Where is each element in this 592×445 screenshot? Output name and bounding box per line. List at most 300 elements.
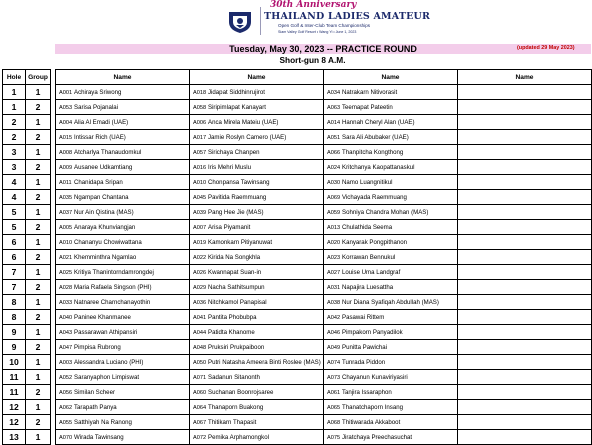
player-code: A066 [327,149,341,156]
player-cell [190,130,324,145]
player-name: Natrakarn Nitivorasit [342,88,398,96]
player-name: Maria Rafaela Singson (PHI) [74,283,152,291]
player-code: A073 [327,374,341,381]
player-code: A064 [193,404,207,411]
player-name: Pimpakorn Panyadilok [342,328,403,336]
player-cell [458,280,592,295]
player-cell [324,385,458,400]
player-code: A015 [59,134,73,141]
player-cell [56,280,190,295]
hole-group-row [3,415,51,430]
player-name: Tanjira Issaraphon [342,388,392,396]
player-name: Passarawan Athipansiri [74,328,138,336]
player-name: Jiratchaya Preechasuchat [342,433,413,441]
pairing-row [56,325,592,340]
player-cell [56,430,190,445]
player-cell [458,250,592,265]
player-code: A055 [59,419,73,426]
pairing-row [56,400,592,415]
player-code: A010 [193,179,207,186]
group-cell: 1 [26,400,51,415]
player-code: A005 [59,224,73,231]
player-name: Alessandra Luciano (PHI) [74,358,144,366]
player-cell [56,145,190,160]
player-cell [324,250,458,265]
player-cell [56,325,190,340]
player-code: A019 [193,239,207,246]
player-cell [56,235,190,250]
player-code: A020 [327,239,341,246]
event-venue: Siam Valley Golf Resort • Wang Yi • June 1, 2023 [278,30,357,34]
player-cell [190,100,324,115]
player-name: Kritchanya Kaopattanaskul [342,163,415,171]
player-cell [458,235,592,250]
pairing-row [56,280,592,295]
player-name: Pruksiri Prukpaiboon [208,343,265,351]
pairing-row [56,130,592,145]
player-name: Thitiwarada Akkaboot [342,418,401,426]
player-cell [190,370,324,385]
pairing-row [56,250,592,265]
player-cell [56,385,190,400]
pairing-row [56,385,592,400]
player-code: A030 [327,179,341,186]
name-column-header: Name [324,70,458,85]
player-cell [324,175,458,190]
player-code: A016 [193,164,207,171]
player-cell [458,175,592,190]
player-cell [190,265,324,280]
player-cell [458,145,592,160]
player-name: Jamie Roslyn Camero (UAE) [208,133,287,141]
player-name: Nur Ain Qistina (MAS) [74,208,134,216]
player-code: A072 [193,434,207,441]
player-code: A045 [193,194,207,201]
player-code: A046 [327,329,341,336]
player-code: A011 [59,179,72,186]
player-cell [324,130,458,145]
player-code: A023 [327,254,341,261]
player-code: A035 [59,194,73,201]
player-cell [458,370,592,385]
hole-group-row [3,325,51,340]
hole-cell: 12 [3,400,26,415]
player-name: Thanatchaporn Insang [342,403,403,411]
start-time-subtitle: Short-gun 8 A.M. [279,55,346,65]
group-cell: 2 [26,160,51,175]
player-code: A024 [327,164,341,171]
group-cell: 2 [26,190,51,205]
player-name: Chonpansa Tawinsang [208,178,270,186]
hole-cell: 10 [3,355,26,370]
hole-cell: 13 [3,430,26,445]
hole-group-row [3,310,51,325]
player-code: A039 [193,209,207,216]
hole-group-row [3,385,51,400]
player-name: Anca Mirela Mateiu (UAE) [208,118,279,126]
player-name: Korrawan Bennukul [342,253,396,261]
hole-cell: 2 [3,130,26,145]
player-cell [56,100,190,115]
player-name: Kamonkarn Pitiyanuwat [208,238,273,246]
updated-note: (updated 29 May 2023) [517,45,575,51]
pairing-row [56,205,592,220]
hole-group-row [3,115,51,130]
event-subtitle: Open Golf & Inter-Club Team Championships [278,23,371,28]
player-cell [190,235,324,250]
player-code: A033 [59,299,73,306]
player-name: Sara Ali Abubaker (UAE) [342,133,409,141]
player-name: Pavitida Raemmuang [208,193,267,201]
hole-cell: 11 [3,385,26,400]
player-code: A004 [59,119,73,126]
pairing-row [56,190,592,205]
player-cell [324,190,458,205]
player-cell [56,310,190,325]
group-cell: 1 [26,355,51,370]
player-cell [190,325,324,340]
player-cell [190,205,324,220]
player-name: Ngampan Chantana [74,193,129,201]
player-cell [190,160,324,175]
player-cell [458,355,592,370]
group-cell: 1 [26,235,51,250]
player-code: A018 [193,89,207,96]
player-name: Pimpisa Rubrong [74,343,121,351]
player-name: Kanyarak Pongpithanon [342,238,408,246]
hole-cell: 6 [3,235,26,250]
title-bar [55,44,591,54]
pairing-row [56,145,592,160]
player-cell [190,355,324,370]
player-name: Pantita Phobubpa [208,313,257,321]
player-name: Sohniya Chandra Mohan (MAS) [342,208,429,216]
event-title: THAILAND LADIES AMATEUR [264,11,431,22]
player-code: A017 [193,134,207,141]
player-cell [458,265,592,280]
player-cell [190,250,324,265]
player-name: Thanpitcha Kongthong [342,148,404,156]
pairing-row [56,160,592,175]
player-cell [56,205,190,220]
player-code: A042 [327,314,341,321]
player-cell [458,220,592,235]
player-name: Anaraya Khunviangjan [74,223,136,231]
player-cell [458,130,592,145]
player-code: A063 [327,104,341,111]
hole-group-header-row [3,70,51,85]
player-cell [458,190,592,205]
hole-cell: 6 [3,250,26,265]
player-code: A061 [327,389,341,396]
hole-cell: 5 [3,205,26,220]
player-cell [56,370,190,385]
player-name: Satthiyah Na Ranong [74,418,132,426]
player-name: Nitchkamol Panapisal [208,298,267,306]
pairing-row [56,175,592,190]
player-cell [190,115,324,130]
player-cell [458,160,592,175]
player-cell [56,265,190,280]
player-name: Arisa Piyamanit [208,223,251,231]
player-code: A075 [327,434,341,441]
player-code: A006 [193,119,207,126]
player-code: A014 [327,119,341,126]
player-cell [324,100,458,115]
player-code: A067 [193,419,207,426]
player-name: Atcharlya Thanaudomkul [74,148,142,156]
pairing-row [56,265,592,280]
logo-divider [260,7,261,35]
group-cell: 1 [26,205,51,220]
player-cell [458,340,592,355]
player-code: A043 [59,329,73,336]
player-code: A025 [59,269,73,276]
player-cell [190,310,324,325]
hole-group-table [2,69,51,445]
group-cell: 2 [26,310,51,325]
player-code: A010 [59,239,73,246]
player-name: Alia Al Emadi (UAE) [74,118,129,126]
pairing-row [56,340,592,355]
hole-cell: 8 [3,310,26,325]
player-name: Pasawai Rittem [342,313,385,321]
group-cell: 1 [26,295,51,310]
player-cell [324,370,458,385]
hole-group-row [3,295,51,310]
player-cell [324,430,458,445]
player-code: A056 [59,389,73,396]
player-code: A029 [193,284,207,291]
player-name: Kritiya Thanintorndamrongdej [74,268,154,276]
player-cell [190,175,324,190]
hole-cell: 4 [3,175,26,190]
hole-group-row [3,145,51,160]
player-code: A068 [327,419,341,426]
player-code: A028 [59,284,73,291]
player-name: Namo Luangnitikul [342,178,393,186]
player-cell [56,355,190,370]
player-code: A007 [193,224,207,231]
player-name: Paninee Khanmanee [74,313,131,321]
player-name: Saranyaphon Limpiswat [74,373,140,381]
player-code: A001 [59,89,73,96]
hole-cell: 1 [3,85,26,100]
player-name: Siripimlapat Kanayart [208,103,266,111]
player-cell [56,190,190,205]
player-name: Thanaporn Buakong [208,403,264,411]
hole-group-row [3,280,51,295]
player-cell [56,175,190,190]
player-name: Nur Diana Syafiqah Abdullah (MAS) [342,298,439,306]
hole-cell: 9 [3,325,26,340]
player-name: Kwannapat Suan-in [208,268,262,276]
player-name: Khemminthra Ngamlao [74,253,137,261]
pairing-row [56,85,592,100]
player-code: A008 [59,149,73,156]
group-cell: 1 [26,370,51,385]
player-code: A027 [327,269,341,276]
hole-cell: 5 [3,220,26,235]
player-cell [458,85,592,100]
group-column-header: Group [26,70,51,85]
player-cell [56,295,190,310]
hole-group-row [3,85,51,100]
group-cell: 2 [26,130,51,145]
group-cell: 1 [26,430,51,445]
player-name: Chulathida Seema [342,223,393,231]
pairing-row [56,355,592,370]
player-cell [458,295,592,310]
player-code: A034 [327,89,341,96]
player-name: Achiraya Sriwong [74,88,122,96]
player-code: A048 [193,344,207,351]
player-cell [458,115,592,130]
hole-cell: 1 [3,100,26,115]
player-cell [190,415,324,430]
player-cell [56,85,190,100]
event-header [0,0,591,42]
pairing-row [56,370,592,385]
player-code: A036 [193,299,207,306]
pairings-table [55,69,592,445]
player-cell [324,280,458,295]
player-code: A040 [59,314,73,321]
player-name: Punitta Pawichai [342,343,388,351]
hole-cell: 3 [3,160,26,175]
player-code: A052 [59,374,73,381]
hole-group-row [3,430,51,445]
player-code: A037 [59,209,73,216]
player-cell [190,400,324,415]
group-cell: 1 [26,175,51,190]
group-cell: 1 [26,145,51,160]
player-cell [458,205,592,220]
player-name: Chanidapa Sripan [74,178,123,186]
player-name: Jidapat Siddhinrujirot [208,88,265,96]
player-code: A053 [59,104,73,111]
player-code: A026 [193,269,207,276]
hole-cell: 7 [3,265,26,280]
group-cell: 2 [26,280,51,295]
player-cell [56,115,190,130]
player-cell [56,220,190,235]
player-cell [324,85,458,100]
player-code: A051 [327,134,341,141]
player-code: A058 [193,104,207,111]
player-cell [190,220,324,235]
group-cell: 1 [26,115,51,130]
player-name: Pang Hee Jie (MAS) [208,208,264,216]
hole-group-row [3,190,51,205]
hole-group-row [3,250,51,265]
group-cell: 2 [26,415,51,430]
player-cell [56,250,190,265]
player-code: A022 [193,254,207,261]
anniversary-label: 30th Anniversary [270,0,357,10]
player-cell [190,295,324,310]
hole-cell: 7 [3,280,26,295]
player-cell [190,340,324,355]
player-name: Kirida Na Songkhla [208,253,261,261]
player-cell [324,295,458,310]
pairing-row [56,100,592,115]
player-name: Natnaree Charnchanayothin [74,298,151,306]
player-code: A070 [59,434,73,441]
hole-cell: 11 [3,370,26,385]
player-name: Iris Mehri Muslu [208,163,252,171]
player-name: Patidta Khanome [208,328,255,336]
player-name: Napajira Luesattha [342,283,394,291]
player-cell [56,415,190,430]
hole-group-row [3,235,51,250]
player-cell [190,190,324,205]
hole-group-row [3,160,51,175]
hole-group-row [3,175,51,190]
player-code: A069 [327,194,341,201]
player-name: Intissar Rich (UAE) [74,133,126,141]
player-cell [324,415,458,430]
hole-cell: 4 [3,190,26,205]
player-code: A013 [327,224,341,231]
player-name: Thitikarn Thapasit [208,418,257,426]
player-name: Ausanee Udkamtiang [74,163,133,171]
page-title: Tuesday, May 30, 2023 -- PRACTICE ROUND [229,44,417,54]
player-name: Chayanun Kunaviriyasiri [342,373,408,381]
player-cell [324,115,458,130]
hole-group-row [3,370,51,385]
player-code: A003 [59,359,73,366]
player-cell [324,160,458,175]
pairing-row [56,310,592,325]
player-cell [324,220,458,235]
player-code: A021 [59,254,73,261]
pairing-row [56,220,592,235]
hole-column-header: Hole [3,70,26,85]
player-code: A038 [327,299,341,306]
player-name: Sarisa Pojanalai [74,103,119,111]
name-column-header: Name [56,70,190,85]
pairing-row [56,430,592,445]
hole-group-row [3,220,51,235]
player-code: A071 [193,374,207,381]
group-cell: 2 [26,100,51,115]
hole-group-row [3,340,51,355]
player-cell [190,430,324,445]
player-cell [324,340,458,355]
group-cell: 2 [26,250,51,265]
hole-cell: 2 [3,115,26,130]
player-code: A065 [327,404,341,411]
player-cell [324,355,458,370]
player-code: A059 [327,209,341,216]
player-cell [324,310,458,325]
hole-group-row [3,265,51,280]
player-name: Vichayada Raemmuang [342,193,407,201]
player-name: Suchanan Boonrojsaree [208,388,274,396]
player-name: Sadanun Sitanonth [208,373,260,381]
player-code: A049 [327,344,341,351]
player-name: Tunrada Piddon [342,358,386,366]
player-code: A009 [59,164,73,171]
hole-group-row [3,130,51,145]
player-cell [324,400,458,415]
group-cell: 1 [26,85,51,100]
group-cell: 2 [26,340,51,355]
player-cell [458,325,592,340]
player-code: A057 [193,149,207,156]
player-code: A044 [193,329,207,336]
